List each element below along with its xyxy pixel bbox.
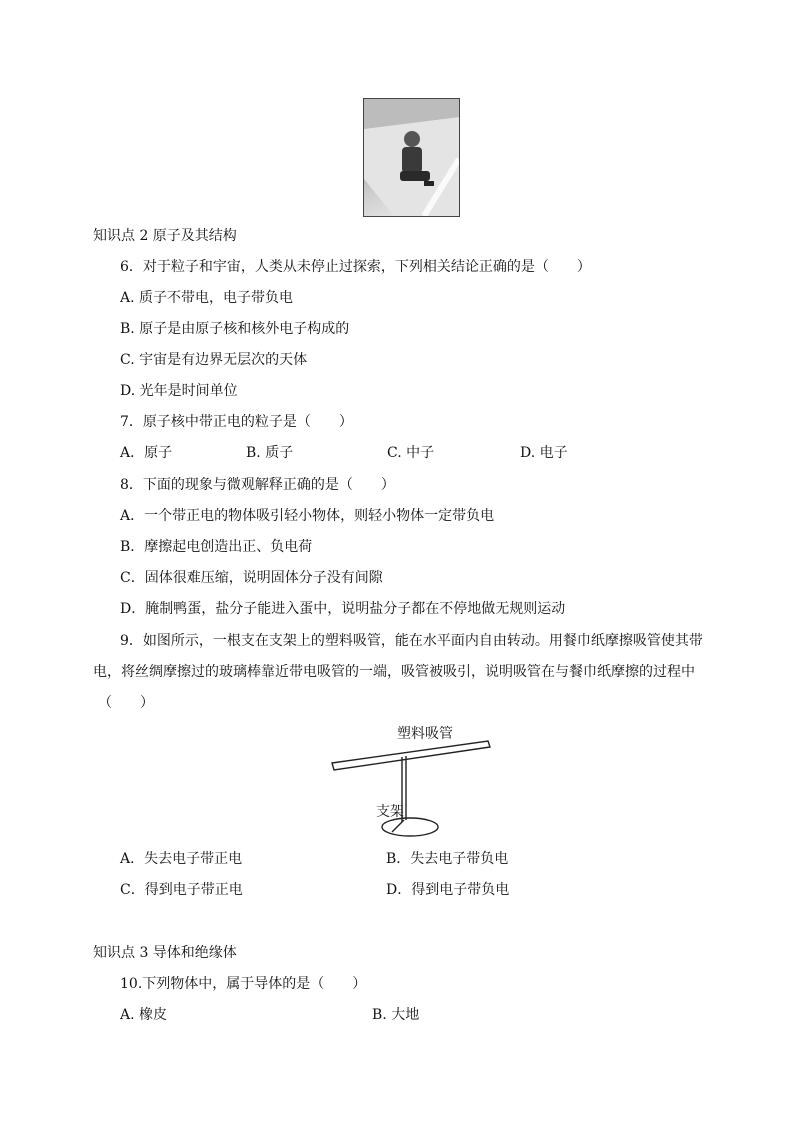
child-on-slide-photo [363,98,460,217]
question-10-option-b[interactable]: B. 大地 [372,1007,420,1023]
figure-label-stand: 支架 [376,803,404,819]
question-7-option-b[interactable]: B. 质子 [246,445,294,461]
figure-label-straw: 塑料吸管 [397,725,453,741]
question-6-stem: 6．对于粒子和宇宙，人类从未停止过探索，下列相关结论正确的是（ ） [120,259,591,275]
question-7-stem: 7．原子核中带正电的粒子是（ ） [120,414,353,430]
question-7-option-a[interactable]: A．原子 [120,445,173,461]
question-9-option-d[interactable]: D．得到电子带负电 [386,882,510,898]
question-6-option-b[interactable]: B. 原子是由原子核和核外电子构成的 [120,321,350,337]
photo-illustration [364,99,459,216]
section-2-title: 知识点 2 原子及其结构 [93,228,237,244]
question-9-stem-line-3: （ ） [98,695,154,711]
question-6-option-c[interactable]: C. 宇宙是有边界无层次的天体 [120,352,308,368]
question-9-stem-line-2: 电，将丝绸摩擦过的玻璃棒靠近带电吸管的一端，吸管被吸引，说明吸管在与餐巾纸摩擦的过程中 [93,664,695,680]
question-9-option-a[interactable]: A．失去电子带正电 [120,851,243,867]
question-6-option-a[interactable]: A. 质子不带电，电子带负电 [120,290,294,306]
question-8-option-c[interactable]: C．固体很难压缩，说明固体分子没有间隙 [120,570,383,586]
question-8-option-b[interactable]: B．摩擦起电创造出正、负电荷 [120,539,313,555]
question-8-option-a[interactable]: A．一个带正电的物体吸引轻小物体，则轻小物体一定带负电 [120,508,495,524]
question-10-option-a[interactable]: A. 橡皮 [120,1007,168,1023]
question-9-stem-line-1: 9．如图所示，一根支在支架上的塑料吸管，能在水平面内自由转动。用餐巾纸摩擦吸管使其带 [120,633,703,649]
question-6-option-d[interactable]: D. 光年是时间单位 [120,383,238,399]
question-8-option-d[interactable]: D．腌制鸭蛋，盐分子能进入蛋中，说明盐分子都在不停地做无规则运动 [120,601,566,617]
question-9-option-c[interactable]: C．得到电子带正电 [120,882,243,898]
question-10-stem: 10.下列物体中，属于导体的是（ ） [120,976,367,992]
question-7-option-c[interactable]: C. 中子 [387,445,435,461]
section-3-title: 知识点 3 导体和绝缘体 [93,945,237,961]
question-9-option-b[interactable]: B．失去电子带负电 [386,851,509,867]
question-7-option-d[interactable]: D. 电子 [520,445,568,461]
question-8-stem: 8．下面的现象与微观解释正确的是（ ） [120,477,395,493]
